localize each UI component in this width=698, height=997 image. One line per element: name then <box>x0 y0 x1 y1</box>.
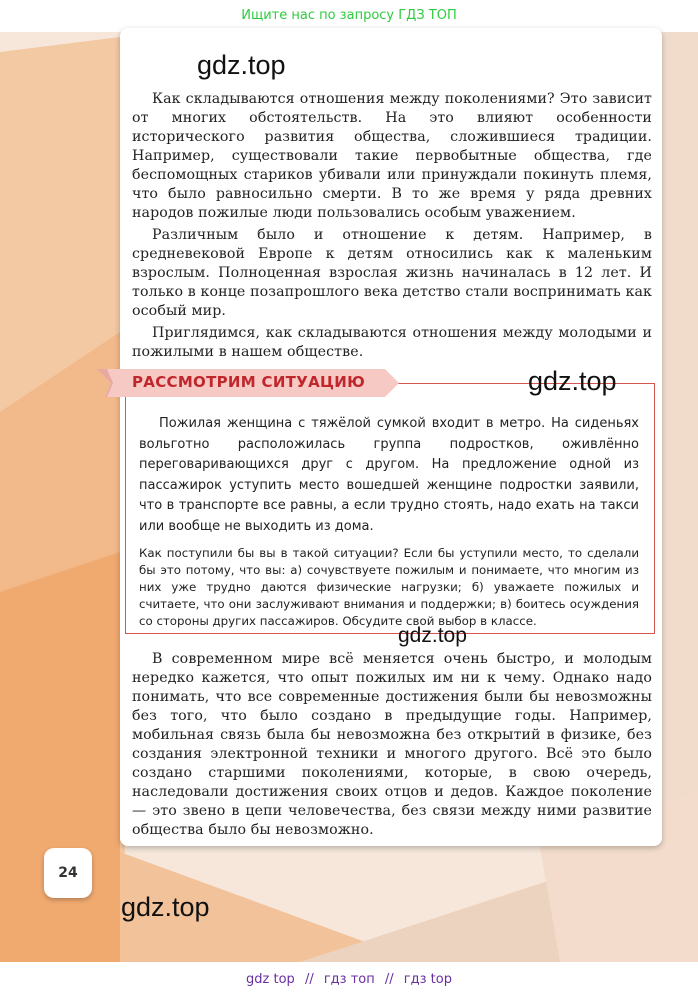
situation-question: Как поступили бы вы в такой ситуации? Если бы уступили место, то сделали бы это потому, что вы: а) сочувствуете пожилым и понимаете, что многим из них уже трудно даются физические нагрузки; б) уважаете пожилых и считаете, что они заслуживают внимания и поддержки; в) боитесь осуждения со стороны других пассажиров. Обсудите свой выбор в классе. <box>139 546 639 628</box>
footer-links <box>0 962 698 997</box>
paragraph: Как складываются отношения между поколениями? Это зависит от многих обстоятельств. На это влияют особенности исторического развития общества, сложившиеся традиции. Например, существовали такие первобытные общества, где беспомощных стариков убивали или принуждали покинуть племя, что было равносильно смерти. В то же время у ряда древних народов пожилые люди пользовались особым уважением. <box>132 91 652 221</box>
paragraph: В современном мире всё меняется очень быстро, и молодым нередко кажется, что опыт пожилых им ни к чему. Однако надо понимать, что все современные достижения были бы невозможны без того, что было создано в предыдущие годы. Например, мобильная связь была бы невозможна без открытий в физике, без создания электронной техники и многого другого. Всё это было создано старшими поколениями, которые, в свою очередь, наследовали достижения своих отцов и дедов. Каждое поколение — это звено в цепи человечества, без связи между ними развитие общества было бы невозможно. <box>132 651 652 838</box>
watermark: gdz.top <box>398 624 467 647</box>
footer-link-gdz-top-ru[interactable]: гдз топ <box>323 972 375 987</box>
section-title: РАССМОТРИМ СИТУАЦИЮ <box>132 373 365 391</box>
top-banner[interactable]: Ищите нас по запросу ГДЗ ТОП <box>0 0 698 32</box>
closing-text <box>132 650 652 840</box>
footer-link-gdz-top[interactable]: gdz top <box>246 972 295 987</box>
footer-link-gdz-top-mixed[interactable]: гдз top <box>403 972 452 987</box>
watermark: gdz.top <box>528 366 617 396</box>
footer-separator: // <box>304 972 314 987</box>
footer-separator: // <box>384 972 394 987</box>
watermark: gdz.top <box>197 50 286 80</box>
page-number: 24 <box>44 848 92 898</box>
paragraph: Приглядимся, как складываются отношения между молодыми и пожилыми в нашем обществе. <box>132 325 652 360</box>
paragraph: Различным было и отношение к детям. Например, в средневековой Европе к детям относились как к маленьким взрослым. Полноценная взрослая жизнь начиналась в 12 лет. И только в конце позапрошлого века детство стали воспринимать как особый мир. <box>132 227 652 319</box>
situation-text <box>139 414 639 537</box>
watermark: gdz.top <box>121 892 210 922</box>
section-ribbon <box>97 369 399 397</box>
intro-text <box>132 90 652 362</box>
situation-paragraph: Пожилая женщина с тяжёлой сумкой входит в метро. На сиденьях вольготно расположилась группа подростков, оживлённо переговаривающихся друг с другом. На предложение одной из пассажирок уступить место вошедшей женщине подростки заявили, что в транспорте все равны, а если трудно стоять, надо ехать на такси или вообще не выходить из дома. <box>139 416 639 534</box>
